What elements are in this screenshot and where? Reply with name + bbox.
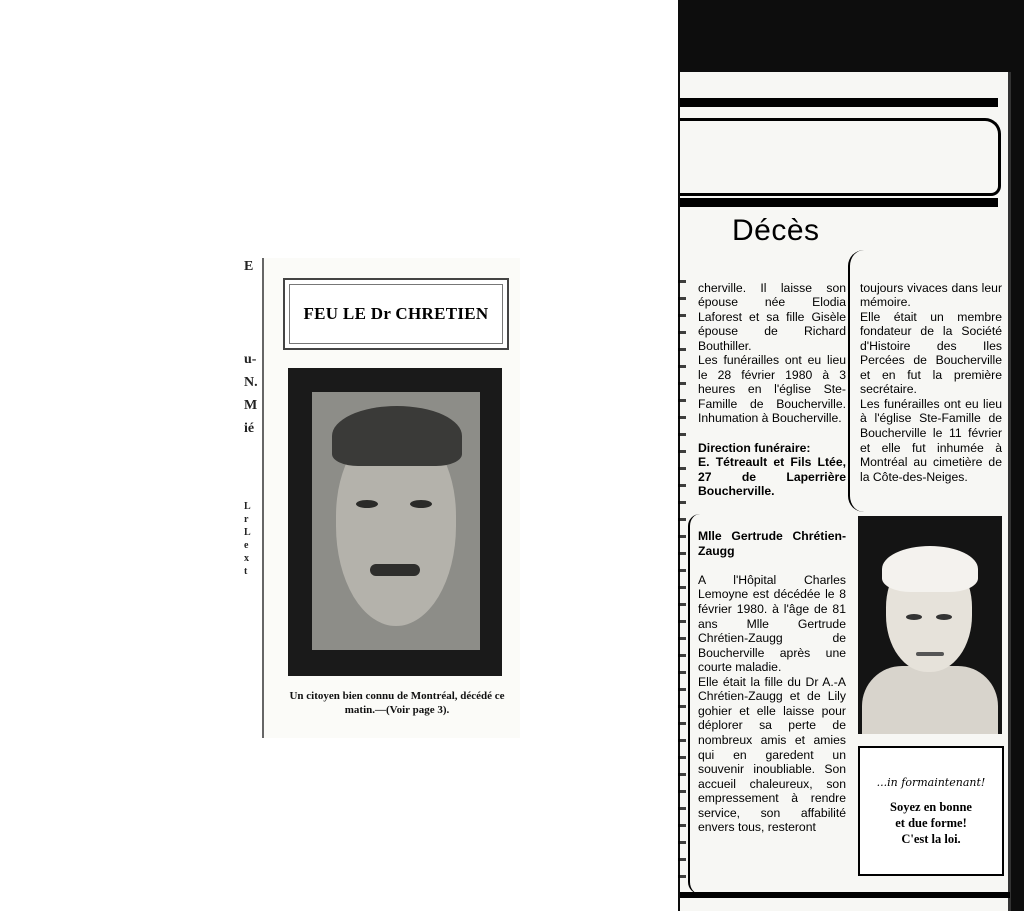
photo-eye: [906, 614, 922, 620]
photo-jacket: [862, 666, 998, 734]
section-title: Décès: [732, 214, 820, 247]
obituary-photo: [858, 516, 1002, 734]
clipping-title: FEU LE Dr CHRETIEN: [289, 284, 503, 344]
side-fragment: L: [244, 527, 251, 538]
side-fragment: e: [244, 540, 249, 551]
funeral-director-text: Direction funéraire: E. Tétreault et Fils Ltée, 27 de Laperrière Boucherville.: [698, 440, 846, 499]
ad-logo: ...in formaintenant!: [876, 776, 986, 789]
side-fragment: x: [244, 553, 249, 564]
page-edge: [1008, 72, 1011, 911]
clipping-caption: Un citoyen bien connu de Montréal, décédé ce matin.—(Voir page 3).: [289, 690, 505, 716]
side-fragment: N.: [244, 375, 258, 390]
header-rule: [680, 198, 998, 207]
side-fragment: ié: [244, 421, 255, 436]
photo-mouth: [916, 652, 944, 656]
ad-slogan: [860, 799, 1002, 847]
portrait-eye: [356, 500, 378, 508]
header-rule: [680, 98, 998, 107]
portrait-photo: [312, 392, 480, 650]
obituary-text: toujours vivaces dans leur mémoire. Elle était un membre fondateur de la Société d'Histoire des Iles Percées de Boucherville et en fut la première secrétaire. Les funérailles ont eu lieu à l'église Ste-Famille de Boucherville le 11 février et elle fut inhumée à Montréal au cimetière de la Côte-des-Neiges.: [860, 280, 1002, 484]
margin-marks: [678, 280, 686, 880]
clipping-title-box: [283, 278, 509, 350]
portrait-hair: [332, 406, 462, 466]
pen-mark: [688, 514, 700, 894]
clipping-side-fragments: [244, 255, 268, 578]
side-fragment: t: [244, 566, 248, 577]
side-fragment: r: [244, 514, 249, 525]
advertisement-box: [858, 746, 1004, 876]
corner-letter: E: [244, 259, 254, 274]
obituary-column-2: [860, 266, 1002, 499]
obituary-text: A l'Hôpital Charles Lemoyne est décédée le 8 février 1980. à l'âge de 81 ans Mlle Gertrude Chrétien-Zaugg de Boucherville après une courte maladie. Elle était la fille du Dr A.-A Chrétien-Zaugg et de Lily gohier et elle laisse pour déplorer sa perte de nombreux amis et amies qui en garedent un souvenir inoubliable. Son accueil chaleureux, son empressement à rendre service, son affabilité envers tous, resteront: [698, 572, 846, 835]
side-fragment: L: [244, 501, 251, 512]
pen-mark: [848, 250, 864, 512]
ad-line: C'est la loi.: [901, 832, 961, 846]
obituary-heading: Mlle Gertrude Chrétien-Zaugg: [698, 529, 846, 558]
side-fragment: M: [244, 398, 258, 413]
portrait-moustache: [370, 564, 420, 576]
photo-eye: [936, 614, 952, 620]
side-fragment: u-: [244, 352, 257, 367]
photo-hair: [882, 546, 978, 592]
ad-line: Soyez en bonne: [890, 800, 972, 814]
ad-line: et due forme!: [895, 816, 967, 830]
header-box: [680, 118, 1001, 196]
obituary-column-1: [698, 266, 846, 849]
portrait-eye: [410, 500, 432, 508]
footer-rule: [680, 892, 1010, 898]
obituary-text: cherville. Il laisse son épouse née Elodia Laforest et sa fille Gisèle épouse de Richard Bouthiller. Les funérailles ont eu lieu le 28 février 1980 à 3 heures en l'église Ste-Famille de Boucherville. Inhumation à Boucherville.: [698, 280, 846, 426]
